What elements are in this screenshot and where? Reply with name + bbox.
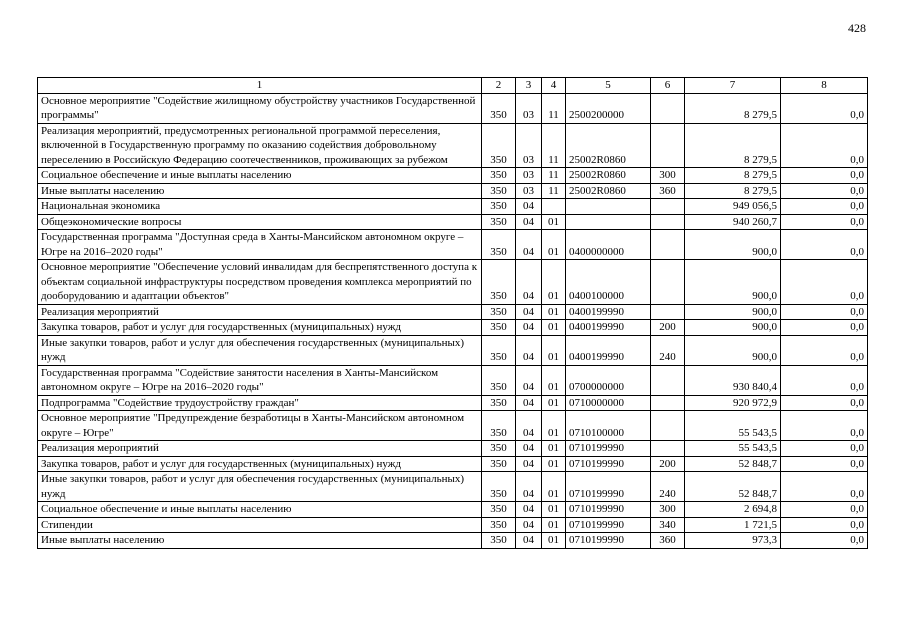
cell-target-article: 0710199990	[566, 502, 651, 518]
cell-admin-code: 350	[482, 304, 516, 320]
row-name: Иные выплаты населению	[38, 183, 482, 199]
table-row	[38, 395, 868, 411]
cell-section: 03	[516, 183, 542, 199]
row-name: Основное мероприятие "Обеспечение условий инвалидам для беспрепятственного доступа к объектам социальной инфраструктуры посредством проведения комплекса мероприятий по дооборудованию и адаптации объектов"	[38, 260, 482, 305]
cell-subsection: 01	[542, 365, 566, 395]
cell-amount: 52 848,7	[685, 456, 781, 472]
cell-admin-code: 350	[482, 517, 516, 533]
cell-section: 04	[516, 456, 542, 472]
cell-amount: 930 840,4	[685, 365, 781, 395]
cell-subsection: 01	[542, 260, 566, 305]
cell-expense-type	[651, 93, 685, 123]
cell-expense-type	[651, 123, 685, 168]
table-row	[38, 365, 868, 395]
row-name: Социальное обеспечение и иные выплаты населению	[38, 168, 482, 184]
cell-amount-2: 0,0	[781, 183, 868, 199]
cell-subsection: 01	[542, 214, 566, 230]
cell-amount: 1 721,5	[685, 517, 781, 533]
cell-admin-code: 350	[482, 335, 516, 365]
row-name: Закупка товаров, работ и услуг для государственных (муниципальных) нужд	[38, 320, 482, 336]
cell-admin-code: 350	[482, 395, 516, 411]
row-name: Социальное обеспечение и иные выплаты населению	[38, 502, 482, 518]
table-row	[38, 335, 868, 365]
cell-amount: 8 279,5	[685, 93, 781, 123]
cell-expense-type	[651, 395, 685, 411]
cell-subsection: 01	[542, 230, 566, 260]
cell-subsection: 11	[542, 93, 566, 123]
table-row	[38, 214, 868, 230]
cell-section: 04	[516, 365, 542, 395]
cell-section: 04	[516, 533, 542, 549]
cell-subsection: 01	[542, 320, 566, 336]
cell-amount: 900,0	[685, 304, 781, 320]
cell-amount: 55 543,5	[685, 411, 781, 441]
cell-subsection: 01	[542, 395, 566, 411]
cell-amount-2: 0,0	[781, 456, 868, 472]
cell-expense-type: 300	[651, 168, 685, 184]
cell-amount: 2 694,8	[685, 502, 781, 518]
cell-admin-code: 350	[482, 472, 516, 502]
row-name: Подпрограмма "Содействие трудоустройству граждан"	[38, 395, 482, 411]
cell-admin-code: 350	[482, 456, 516, 472]
cell-admin-code: 350	[482, 123, 516, 168]
cell-section: 04	[516, 517, 542, 533]
cell-amount: 900,0	[685, 320, 781, 336]
cell-amount: 900,0	[685, 335, 781, 365]
cell-subsection	[542, 199, 566, 215]
cell-amount-2: 0,0	[781, 93, 868, 123]
table-row	[38, 411, 868, 441]
cell-admin-code: 350	[482, 230, 516, 260]
cell-expense-type	[651, 260, 685, 305]
table-row	[38, 533, 868, 549]
table-row	[38, 230, 868, 260]
table-row	[38, 472, 868, 502]
row-name: Реализация мероприятий	[38, 441, 482, 457]
cell-target-article: 2500200000	[566, 93, 651, 123]
cell-target-article: 0710199990	[566, 472, 651, 502]
cell-admin-code: 350	[482, 320, 516, 336]
cell-section: 04	[516, 304, 542, 320]
cell-target-article	[566, 199, 651, 215]
cell-admin-code: 350	[482, 93, 516, 123]
row-name: Основное мероприятие "Предупреждение безработицы в Ханты-Мансийском автономном округе – Югре"	[38, 411, 482, 441]
cell-amount-2: 0,0	[781, 168, 868, 184]
cell-section: 03	[516, 168, 542, 184]
cell-amount: 8 279,5	[685, 123, 781, 168]
cell-amount-2: 0,0	[781, 335, 868, 365]
cell-subsection: 01	[542, 456, 566, 472]
row-name: Иные выплаты населению	[38, 533, 482, 549]
cell-section: 04	[516, 320, 542, 336]
row-name: Реализация мероприятий, предусмотренных региональной программой переселения, включенной в Государственную программу по оказанию содействия добровольному переселению в Российскую Федерацию соотечественников, проживающих за рубежом	[38, 123, 482, 168]
table-row	[38, 123, 868, 168]
cell-expense-type: 200	[651, 456, 685, 472]
cell-section: 04	[516, 472, 542, 502]
cell-target-article: 0400100000	[566, 260, 651, 305]
cell-target-article: 25002R0860	[566, 123, 651, 168]
cell-expense-type	[651, 214, 685, 230]
cell-section: 04	[516, 502, 542, 518]
cell-subsection: 11	[542, 123, 566, 168]
cell-admin-code: 350	[482, 411, 516, 441]
cell-subsection: 01	[542, 335, 566, 365]
cell-expense-type	[651, 365, 685, 395]
cell-target-article: 0400199990	[566, 304, 651, 320]
cell-amount: 8 279,5	[685, 168, 781, 184]
cell-section: 03	[516, 93, 542, 123]
table-row	[38, 517, 868, 533]
cell-subsection: 01	[542, 411, 566, 441]
cell-amount: 8 279,5	[685, 183, 781, 199]
row-name: Общеэкономические вопросы	[38, 214, 482, 230]
cell-target-article	[566, 214, 651, 230]
table-row	[38, 260, 868, 305]
budget-table	[37, 77, 868, 549]
cell-section: 04	[516, 395, 542, 411]
cell-expense-type: 300	[651, 502, 685, 518]
cell-expense-type	[651, 411, 685, 441]
row-name: Основное мероприятие "Содействие жилищному обустройству участников Государственной программы"	[38, 93, 482, 123]
cell-amount: 949 056,5	[685, 199, 781, 215]
cell-expense-type	[651, 230, 685, 260]
cell-amount: 940 260,7	[685, 214, 781, 230]
row-name: Реализация мероприятий	[38, 304, 482, 320]
cell-expense-type: 240	[651, 472, 685, 502]
cell-section: 04	[516, 230, 542, 260]
cell-amount-2: 0,0	[781, 320, 868, 336]
table-row	[38, 183, 868, 199]
row-name: Государственная программа "Содействие занятости населения в Ханты-Мансийском автономном округе – Югре на 2016–2020 годы"	[38, 365, 482, 395]
cell-amount-2: 0,0	[781, 395, 868, 411]
cell-amount-2: 0,0	[781, 365, 868, 395]
cell-target-article: 0710100000	[566, 411, 651, 441]
cell-amount-2: 0,0	[781, 441, 868, 457]
cell-subsection: 01	[542, 533, 566, 549]
cell-expense-type: 240	[651, 335, 685, 365]
table-row	[38, 441, 868, 457]
cell-admin-code: 350	[482, 365, 516, 395]
table-row	[38, 93, 868, 123]
cell-target-article: 25002R0860	[566, 183, 651, 199]
cell-expense-type	[651, 199, 685, 215]
table-row	[38, 199, 868, 215]
cell-target-article: 0400000000	[566, 230, 651, 260]
table-row	[38, 456, 868, 472]
cell-amount-2: 0,0	[781, 472, 868, 502]
cell-amount-2: 0,0	[781, 230, 868, 260]
cell-target-article: 0700000000	[566, 365, 651, 395]
cell-amount: 900,0	[685, 230, 781, 260]
cell-target-article: 0710199990	[566, 456, 651, 472]
cell-amount: 52 848,7	[685, 472, 781, 502]
cell-amount-2: 0,0	[781, 533, 868, 549]
cell-amount: 973,3	[685, 533, 781, 549]
cell-section: 04	[516, 214, 542, 230]
cell-admin-code: 350	[482, 168, 516, 184]
cell-amount-2: 0,0	[781, 517, 868, 533]
cell-subsection: 01	[542, 472, 566, 502]
column-header: 3	[516, 78, 542, 94]
table-body	[38, 93, 868, 548]
cell-admin-code: 350	[482, 533, 516, 549]
cell-section: 04	[516, 199, 542, 215]
cell-admin-code: 350	[482, 260, 516, 305]
column-header: 7	[685, 78, 781, 94]
cell-amount: 920 972,9	[685, 395, 781, 411]
column-header: 2	[482, 78, 516, 94]
row-name: Стипендии	[38, 517, 482, 533]
cell-subsection: 11	[542, 168, 566, 184]
cell-amount-2: 0,0	[781, 123, 868, 168]
cell-amount-2: 0,0	[781, 214, 868, 230]
row-name: Иные закупки товаров, работ и услуг для обеспечения государственных (муниципальных) нужд	[38, 335, 482, 365]
cell-expense-type	[651, 304, 685, 320]
cell-amount: 55 543,5	[685, 441, 781, 457]
cell-expense-type: 340	[651, 517, 685, 533]
row-name: Закупка товаров, работ и услуг для государственных (муниципальных) нужд	[38, 456, 482, 472]
cell-section: 04	[516, 260, 542, 305]
column-header: 1	[38, 78, 482, 94]
cell-expense-type	[651, 441, 685, 457]
cell-admin-code: 350	[482, 441, 516, 457]
cell-target-article: 0710000000	[566, 395, 651, 411]
cell-subsection: 01	[542, 304, 566, 320]
cell-expense-type: 360	[651, 533, 685, 549]
cell-target-article: 25002R0860	[566, 168, 651, 184]
column-header: 6	[651, 78, 685, 94]
cell-admin-code: 350	[482, 502, 516, 518]
cell-section: 03	[516, 123, 542, 168]
table-row	[38, 304, 868, 320]
cell-amount-2: 0,0	[781, 260, 868, 305]
cell-amount-2: 0,0	[781, 502, 868, 518]
cell-section: 04	[516, 335, 542, 365]
row-name: Государственная программа "Доступная среда в Ханты-Мансийском автономном округе – Югре на 2016–2020 годы"	[38, 230, 482, 260]
row-name: Иные закупки товаров, работ и услуг для обеспечения государственных (муниципальных) нужд	[38, 472, 482, 502]
cell-amount: 900,0	[685, 260, 781, 305]
cell-expense-type: 200	[651, 320, 685, 336]
cell-admin-code: 350	[482, 214, 516, 230]
cell-admin-code: 350	[482, 183, 516, 199]
cell-expense-type: 360	[651, 183, 685, 199]
column-header: 5	[566, 78, 651, 94]
cell-section: 04	[516, 411, 542, 441]
table-row	[38, 502, 868, 518]
cell-subsection: 01	[542, 502, 566, 518]
cell-subsection: 01	[542, 517, 566, 533]
cell-target-article: 0400199990	[566, 320, 651, 336]
cell-amount-2: 0,0	[781, 199, 868, 215]
cell-subsection: 11	[542, 183, 566, 199]
cell-target-article: 0710199990	[566, 441, 651, 457]
column-header: 8	[781, 78, 868, 94]
cell-target-article: 0710199990	[566, 517, 651, 533]
cell-target-article: 0400199990	[566, 335, 651, 365]
column-header: 4	[542, 78, 566, 94]
table-row	[38, 320, 868, 336]
cell-admin-code: 350	[482, 199, 516, 215]
row-name: Национальная экономика	[38, 199, 482, 215]
table-row	[38, 168, 868, 184]
cell-target-article: 0710199990	[566, 533, 651, 549]
cell-amount-2: 0,0	[781, 304, 868, 320]
cell-subsection: 01	[542, 441, 566, 457]
cell-section: 04	[516, 441, 542, 457]
cell-amount-2: 0,0	[781, 411, 868, 441]
page-number: 428	[848, 21, 866, 35]
table-header-row	[38, 78, 868, 94]
